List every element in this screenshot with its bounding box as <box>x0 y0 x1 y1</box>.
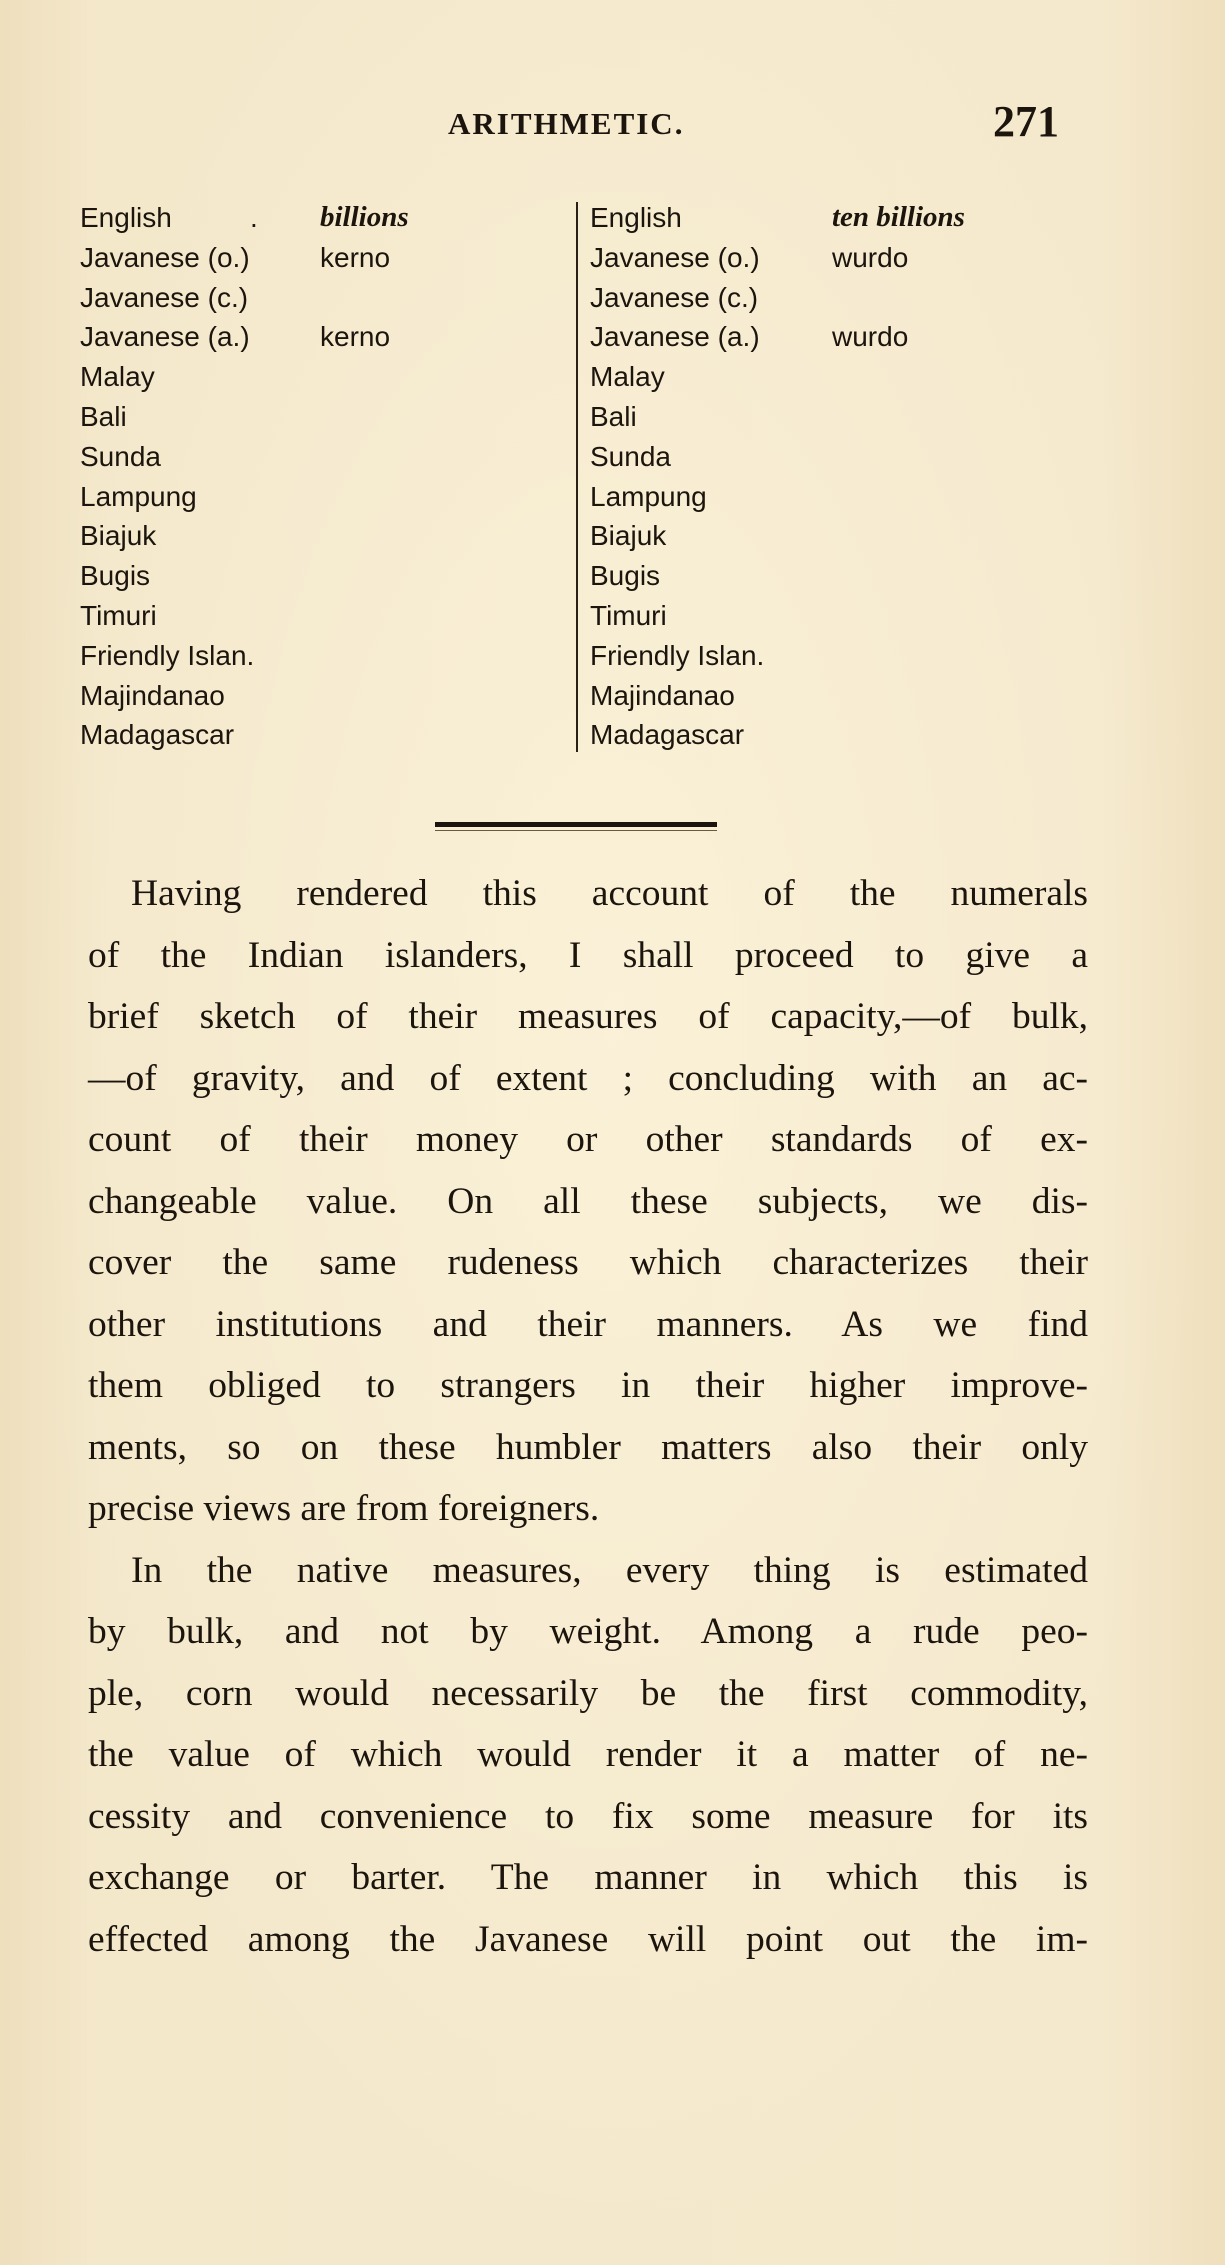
table-row <box>590 596 1080 636</box>
language-cell: Lampung <box>80 480 197 512</box>
table-row <box>590 477 1080 517</box>
column-divider <box>576 202 578 752</box>
language-cell: Timuri <box>590 599 667 631</box>
table-row <box>590 715 1080 755</box>
language-cell: Friendly Islan. <box>80 639 255 671</box>
language-cell: Javanese (o.) <box>590 241 760 273</box>
table-row <box>80 477 570 517</box>
numeral-cell: wurdo <box>832 321 909 353</box>
language-cell: Lampung <box>590 480 707 512</box>
language-cell: Javanese (c.) <box>80 281 249 313</box>
language-cell: Biajuk <box>590 520 667 552</box>
numeral-cell: wurdo <box>832 241 909 273</box>
table-row <box>590 317 1080 357</box>
language-cell: Majindanao <box>80 679 225 711</box>
table-row <box>80 357 570 397</box>
section-rule-thin <box>435 830 717 831</box>
table-row <box>590 238 1080 278</box>
page-number: 271 <box>993 97 1059 146</box>
table-header-row <box>590 198 1080 238</box>
language-cell: Javanese (c.) <box>590 281 759 313</box>
text-line: exchange or barter. The manner in which this is <box>88 1857 1088 1898</box>
column-header-value: billions <box>320 201 409 233</box>
table-row <box>590 676 1080 716</box>
text-line: effected among the Javanese will point out the im- <box>88 1918 1088 1960</box>
text-line: In the native measures, every thing is estimated <box>131 1549 1088 1591</box>
table-row <box>590 437 1080 477</box>
table-row <box>590 556 1080 596</box>
table-row <box>590 636 1080 676</box>
running-head: ARITHMETIC. <box>448 106 685 141</box>
language-cell: Madagascar <box>590 719 745 751</box>
column-header-language: English <box>80 202 172 233</box>
language-cell: Malay <box>590 361 665 393</box>
table-row <box>80 238 570 278</box>
table-column-left <box>80 198 570 755</box>
text-line: count of their money or other standards of ex- <box>88 1119 1088 1160</box>
table-row <box>80 437 570 477</box>
table-row <box>80 636 570 676</box>
numeral-cell: kerno <box>320 241 391 273</box>
table-row <box>80 317 570 357</box>
language-cell: Javanese (a.) <box>80 321 250 353</box>
text-line: brief sketch of their measures of capacity,—of bulk, <box>88 996 1088 1037</box>
language-cell: Biajuk <box>80 520 157 552</box>
table-row <box>590 516 1080 556</box>
body-text <box>88 863 1088 1970</box>
table-row <box>80 715 570 755</box>
language-cell: Bugis <box>590 560 661 592</box>
table-row <box>80 596 570 636</box>
language-cell: Bali <box>590 400 637 432</box>
language-cell: Majindanao <box>590 679 735 711</box>
language-cell: Bugis <box>80 560 151 592</box>
text-line: ments, so on these humbler matters also their only <box>88 1426 1088 1468</box>
table-column-right <box>590 198 1080 755</box>
table-row <box>590 397 1080 437</box>
section-rule <box>435 822 717 827</box>
table-row <box>590 357 1080 397</box>
language-cell: Javanese (o.) <box>80 241 250 273</box>
table-row <box>80 516 570 556</box>
column-header-separator: . <box>250 202 258 233</box>
language-cell: Bali <box>80 400 127 432</box>
table-row <box>80 278 570 318</box>
text-line: changeable value. On all these subjects, we dis- <box>88 1180 1088 1222</box>
language-cell: Friendly Islan. <box>590 639 765 671</box>
numeral-cell: kerno <box>320 321 391 353</box>
text-line: them obliged to strangers in their higher improve- <box>88 1365 1088 1406</box>
table-header-row <box>80 198 570 238</box>
table-row <box>80 676 570 716</box>
text-line: by bulk, and not by weight. Among a rude peo- <box>88 1611 1088 1652</box>
language-cell: Timuri <box>80 599 157 631</box>
table-row <box>80 556 570 596</box>
text-line: cover the same rudeness which characterizes their <box>88 1242 1088 1283</box>
language-cell: Sunda <box>80 440 161 472</box>
numerals-table <box>80 198 1080 763</box>
text-line: the value of which would render it a matter of ne- <box>88 1734 1088 1775</box>
language-cell: Madagascar <box>80 719 235 751</box>
column-header-value: ten billions <box>832 201 965 233</box>
text-line: —of gravity, and of extent ; concluding with an ac- <box>88 1057 1088 1099</box>
language-cell: Malay <box>80 361 155 393</box>
text-line: Having rendered this account of the numerals <box>131 873 1088 914</box>
language-cell: Sunda <box>590 440 671 472</box>
text-line: of the Indian islanders, I shall proceed to give a <box>88 934 1088 976</box>
page-header <box>0 97 1225 160</box>
table-row <box>80 397 570 437</box>
column-header-language: English <box>590 202 682 233</box>
text-line: precise views are from foreigners. <box>88 1488 600 1529</box>
text-line: ple, corn would necessarily be the first commodity, <box>88 1672 1088 1714</box>
table-row <box>590 278 1080 318</box>
text-line: cessity and convenience to fix some measure for its <box>88 1795 1088 1837</box>
text-line: other institutions and their manners. As we find <box>88 1303 1088 1345</box>
language-cell: Javanese (a.) <box>590 321 760 353</box>
